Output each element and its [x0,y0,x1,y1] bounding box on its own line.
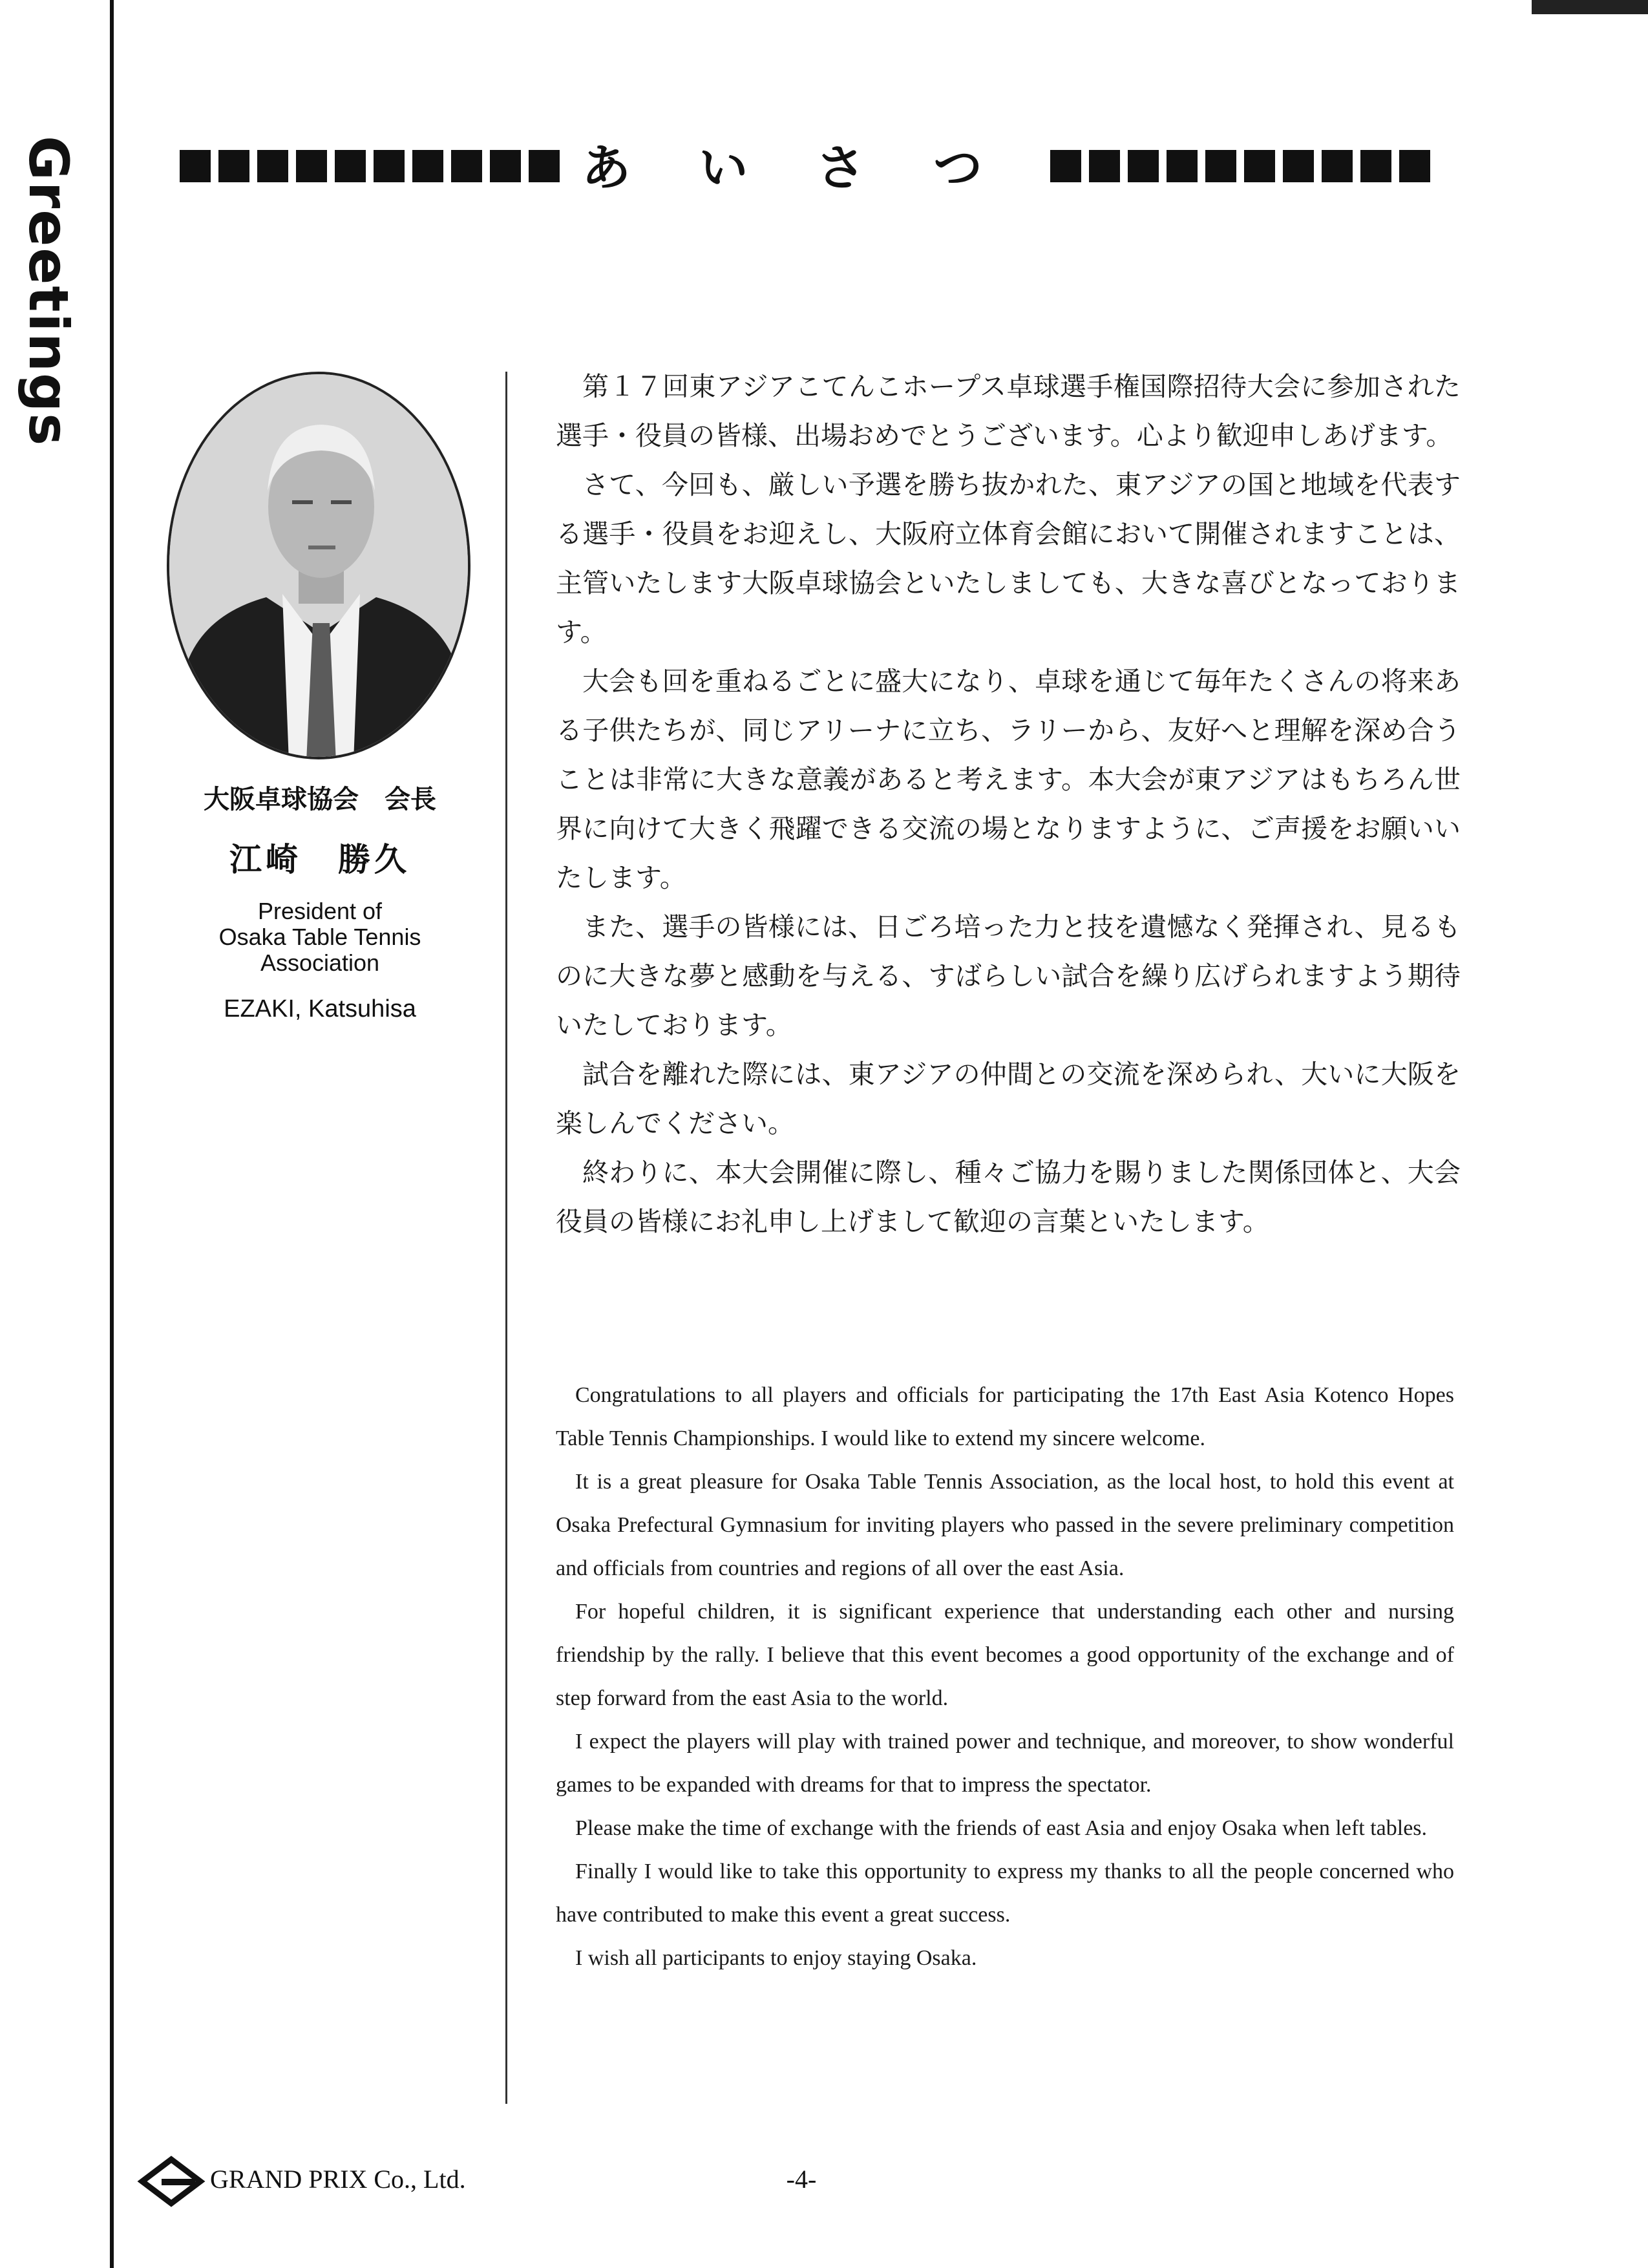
japanese-paragraph: さて、今回も、厳しい予選を勝ち抜かれた、東アジアの国と地域を代表する選手・役員をお迎えし、大阪府立体育会館において開催されますことは、主管いたします大阪卓球協会といたしましても、大きな喜びとなっております。 [556,469,1461,648]
heading-block [1399,150,1430,182]
heading-blocks-left [180,150,560,182]
page-title [582,136,982,200]
heading-block [1244,150,1275,182]
profile-title-line: President of [257,898,383,924]
heading-block [335,150,366,182]
profile-title-line: Osaka Table Tennis [218,924,421,950]
japanese-paragraph: 試合を離れた際には、東アジアの仲間との交流を深められ、大いに大阪を楽しんでください。 [556,1059,1461,1139]
heading-block [218,150,249,182]
english-paragraph: Congratulations to all players and officials for participating the 17th East Asia Kotenco Hopes Table Tennis Championships. I would like to extend my sincere welcome. [556,1383,1454,1450]
japanese-greeting [556,362,1461,1246]
title-char: い [699,139,748,196]
portrait-illustration [169,374,470,759]
greetings-label: Greetings [17,136,80,447]
column-divider [505,372,507,2104]
heading-block [1360,150,1391,182]
grand-prix-logo-icon [136,2156,207,2207]
profile-org-title: 大阪卓球協会 会長 [204,784,436,814]
title-char: つ [933,139,982,196]
english-paragraph: I expect the players will play with trained power and technique, and moreover, to show wonderful games to be expanded with dreams for that to impress the spectator. [556,1730,1454,1797]
heading-block [296,150,327,182]
english-paragraph: For hopeful children, it is significant experience that understanding each other and nursing friendship by the rally. I believe that this event becomes a good opportunity of the exchange and of step forward from the east Asia to the world. [556,1600,1454,1710]
english-paragraph: I wish all participants to enjoy staying Osaka. [575,1946,977,1970]
japanese-paragraph: 大会も回を重ねるごとに盛大になり、卓球を通じて毎年たくさんの将来ある子供たちが、同じアリーナに立ち、ラリーから、友好へと理解を深め合うことは非常に大きな意義があると考えます。本大会が東アジアはもちろん世界に向けて大きく飛躍できる交流の場となりますように、ご声援をお願いいたします。 [556,666,1461,893]
title-char: さ [816,139,865,196]
heading-block [412,150,443,182]
title-char: あ [582,139,631,196]
profile-title-line: Association [260,949,380,976]
heading-block [1089,150,1120,182]
heading-block [529,150,560,182]
profile-name-jp: 江崎 勝久 [229,840,410,878]
profile-title-en [162,898,478,976]
english-paragraph: Finally I would like to take this opportunity to express my thanks to all the people concerned who have contributed to make this event a great success. [556,1860,1454,1927]
heading-block [1167,150,1198,182]
heading-block [1128,150,1159,182]
heading-blocks-right [1050,150,1430,182]
heading-block [1322,150,1353,182]
page-number: -4- [786,2165,817,2194]
japanese-paragraph: また、選手の皆様には、日ごろ培った力と技を遺憾なく発揮され、見るものに大きな夢と感動を与える、すばらしい試合を繰り広げられますよう期待いたしております。 [556,911,1461,1041]
heading-block [374,150,405,182]
profile-name-en: EZAKI, Katsuhisa [224,995,416,1023]
english-paragraph: It is a great pleasure for Osaka Table Tennis Association, as the local host, to hold this event at Osaka Prefectural Gymnasium for inviting players who passed in the severe preliminary competition and officials from countries and regions of all over the east Asia. [556,1470,1454,1580]
japanese-paragraph: 第１７回東アジアこてんこホープス卓球選手権国際招待大会に参加された選手・役員の皆様、出場おめでとうございます。心より歓迎申しあげます。 [556,371,1461,451]
spine-line [110,0,114,2268]
heading-block [1050,150,1081,182]
english-paragraph: Please make the time of exchange with the friends of east Asia and enjoy Osaka when left tables. [575,1816,1428,1840]
heading-block [257,150,288,182]
company-name: GRAND PRIX Co., Ltd. [210,2165,466,2194]
greetings-side-tab [19,136,78,498]
heading-block [1283,150,1314,182]
heading-block [490,150,521,182]
heading-block [180,150,211,182]
portrait-photo [167,372,470,759]
corner-mark [1532,0,1648,14]
english-greeting [556,1373,1454,1980]
heading-block [451,150,482,182]
heading-block [1205,150,1236,182]
japanese-paragraph: 終わりに、本大会開催に際し、種々ご協力を賜りました関係団体と、大会役員の皆様にお礼申し上げまして歓迎の言葉といたします。 [556,1157,1461,1237]
